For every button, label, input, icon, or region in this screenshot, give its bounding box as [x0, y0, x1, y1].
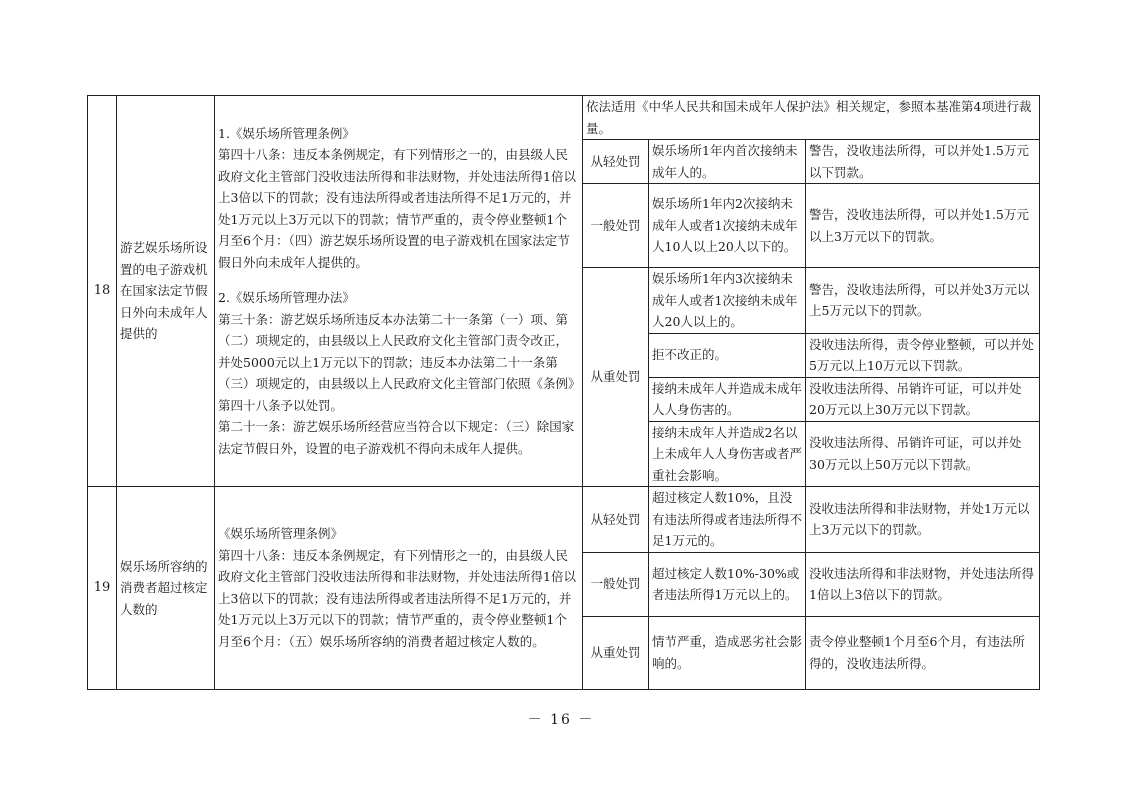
- penalty-condition: 拒不改正的。: [649, 333, 806, 377]
- penalty-category: 一般处罚: [583, 184, 649, 268]
- basis-line: 《娱乐场所管理条例》: [218, 526, 344, 542]
- penalty-category: 从重处罚: [583, 616, 649, 689]
- penalty-action: 没收违法所得和非法财物，并处违法所得1倍以上3倍以下的罚款。: [806, 552, 1040, 616]
- basis-line: 第四十八条：违反本条例规定，有下列情形之一的，由县级人民政府文化主管部门没收违法所得和非法财物，并处违法所得1倍以上3倍以下的罚款；没有违法所得或者违法所得不足1万元的，并处1万元以上3万元以下的罚款；情节严重的，责令停业整顿1个月至6个月：（四）游艺娱乐场所设置的电子游戏机在国家法定节假日外向未成年人提供的。: [218, 147, 576, 270]
- penalty-action: 没收违法所得，责令停业整顿，可以并处5万元以上10万元以下罚款。: [806, 333, 1040, 377]
- penalty-condition: 超过核定人数10%，且没有违法所得或者违法所得不足1万元的。: [649, 487, 806, 553]
- page-number: － 16 －: [527, 712, 595, 728]
- basis-line: 第四十八条：违反本条例规定，有下列情形之一的，由县级人民政府文化主管部门没收违法所得和非法财物，并处违法所得1倍以上3倍以下的罚款；没有违法所得或者违法所得不足1万元的，并处1万元以上3万元以下的罚款；情节严重的，责令停业整顿1个月至6个月：（五）娱乐场所容纳的消费者超过核定人数的。: [218, 547, 576, 649]
- basis-line: 1.《娱乐场所管理条例》: [218, 125, 355, 141]
- penalty-condition: 娱乐场所1年内首次接纳未成年人的。: [649, 140, 806, 184]
- row-number: 18: [88, 96, 117, 487]
- penalty-condition: 接纳未成年人并造成2名以上未成年人人身伤害或者严重社会影响。: [649, 421, 806, 487]
- table-row: [88, 96, 1040, 140]
- violation-item: 娱乐场所容纳的消费者超过核定人数的: [117, 487, 215, 690]
- legal-basis: [215, 96, 583, 487]
- penalty-action: 没收违法所得、吊销许可证，可以并处20万元以上30万元以下罚款。: [806, 377, 1040, 421]
- violation-item: 游艺娱乐场所设置的电子游戏机在国家法定节假日外向未成年人提供的: [117, 96, 215, 487]
- legal-basis: [215, 487, 583, 690]
- penalty-category: 从轻处罚: [583, 487, 649, 553]
- penalty-action: 警告，没收违法所得，可以并处1.5万元以下罚款。: [806, 140, 1040, 184]
- penalty-action: 没收违法所得和非法财物，并处1万元以上3万元以下的罚款。: [806, 487, 1040, 553]
- penalty-category: 从重处罚: [583, 268, 649, 487]
- table-row: [88, 487, 1040, 553]
- penalty-category: 从轻处罚: [583, 140, 649, 184]
- row-number: 19: [88, 487, 117, 690]
- penalty-action: 警告，没收违法所得，可以并处3万元以上5万元以下的罚款。: [806, 268, 1040, 334]
- penalty-action: 责令停业整顿1个月至6个月，有违法所得的，没收违法所得。: [806, 616, 1040, 689]
- penalty-condition: 娱乐场所1年内2次接纳未成年人或者1次接纳未成年人10人以上20人以下的。: [649, 184, 806, 268]
- penalty-action: 没收违法所得、吊销许可证，可以并处30万元以上50万元以下罚款。: [806, 421, 1040, 487]
- basis-line: 第三十条：游艺娱乐场所违反本办法第二十一条第（一）项、第（二）项规定的，由县级以上人民政府文化主管部门责令改正，并处5000元以上1万元以下的罚款；违反本办法第二十一条第（三）项规定的，由县级以上人民政府文化主管部门依照《条例》第四十八条予以处罚。: [218, 311, 575, 413]
- penalty-condition: 超过核定人数10%-30%或者违法所得1万元以上的。: [649, 552, 806, 616]
- penalty-condition: 娱乐场所1年内3次接纳未成年人或者1次接纳未成年人20人以上的。: [649, 268, 806, 334]
- penalty-table: [87, 95, 1040, 690]
- basis-line: 2.《娱乐场所管理办法》: [218, 290, 355, 306]
- penalty-action: 警告，没收违法所得，可以并处1.5万元以上3万元以下的罚款。: [806, 184, 1040, 268]
- penalty-category: 一般处罚: [583, 552, 649, 616]
- discretion-note: 依法适用《中华人民共和国未成年人保护法》相关规定，参照本基准第4项进行裁量。: [583, 96, 1040, 140]
- basis-line: 第二十一条：游艺娱乐场所经营应当符合以下规定：（三）除国家法定节假日外，设置的电子游戏机不得向未成年人提供。: [218, 419, 575, 456]
- penalty-condition: 接纳未成年人并造成未成年人人身伤害的。: [649, 377, 806, 421]
- penalty-condition: 情节严重，造成恶劣社会影响的。: [649, 616, 806, 689]
